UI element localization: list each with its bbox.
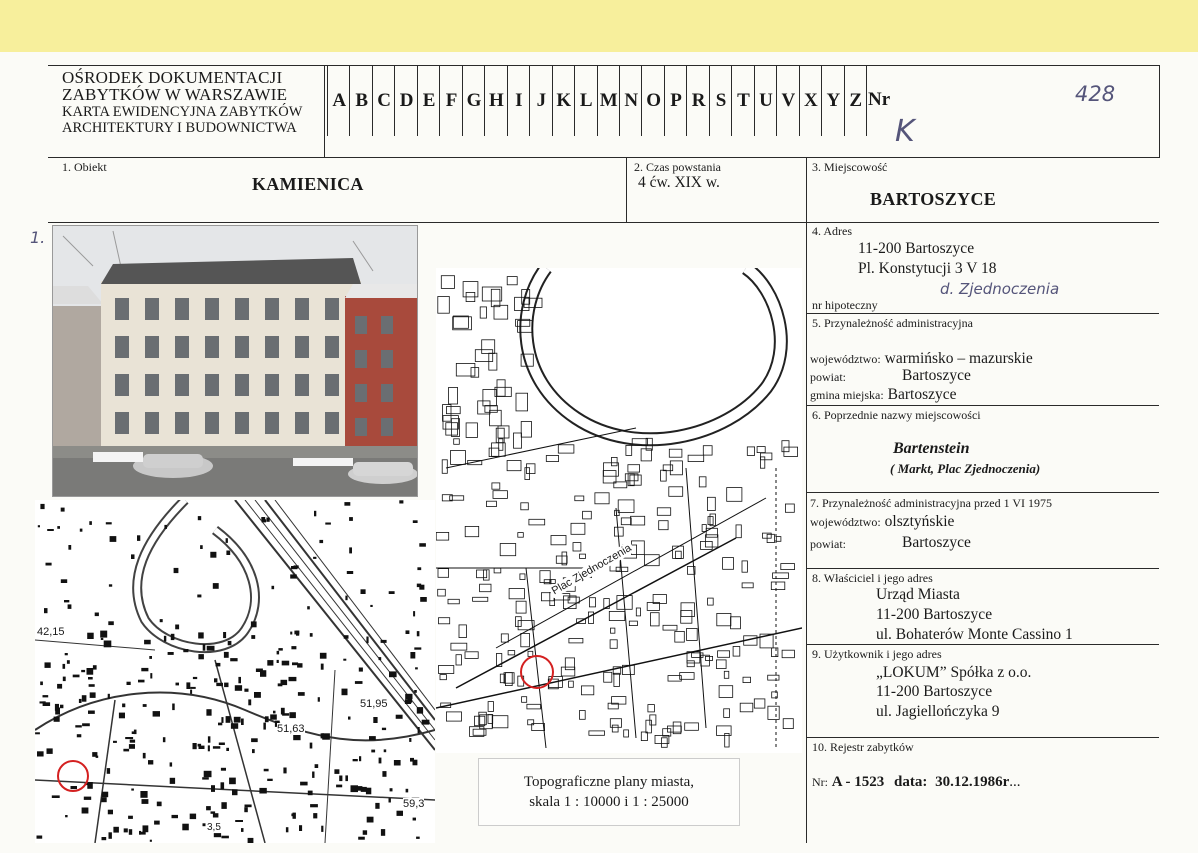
institution-line-2: ZABYTKÓW W WARSZAWIE (62, 85, 288, 104)
topographic-map-small-scale (35, 500, 435, 843)
letter-cell-k: K (552, 66, 575, 136)
photo-index: 1. (30, 228, 46, 247)
adres-line-1: 11-200 Bartoszyce (858, 240, 975, 257)
gmina-label: gmina miejska: (810, 388, 884, 402)
letter-cell-i: I (507, 66, 530, 136)
powiat1975-label: powiat: (810, 537, 846, 551)
rejestr-row (812, 774, 1021, 791)
letter-cell-l: L (574, 66, 597, 136)
admin1975-top-border (806, 492, 1159, 493)
letter-cell-u: U (754, 66, 777, 136)
wlasciciel-label: 8. Właściciel i jego adres (812, 571, 933, 585)
obiekt-label: 1. Obiekt (62, 160, 107, 174)
letter-cell-z: Z (844, 66, 867, 136)
rejestr-data-value: 30.12.1986r (935, 774, 1010, 790)
wlasciciel-line-3: ul. Bohaterów Monte Cassino 1 (876, 626, 1073, 643)
adres-handwritten-note: d. Zjednoczenia (940, 280, 1060, 298)
poprzednie-sub: ( Markt, Plac Zjednoczenia) (890, 461, 1041, 476)
elevation-label-5: 3,5 (207, 822, 221, 833)
powiat-value: Bartoszyce (902, 367, 971, 384)
uzytkownik-line-3: ul. Jagiellończyka 9 (876, 703, 1000, 720)
miejscowosc-label: 3. Miejscowość (812, 160, 888, 174)
elevation-label-3: 51,63 (277, 723, 305, 735)
letter-cell-n: N (619, 66, 642, 136)
letter-cell-y: Y (821, 66, 844, 136)
wojewodztwo-row (810, 350, 1033, 368)
letter-cell-t: T (731, 66, 754, 136)
institution-line-1: OŚRODEK DOKUMENTACJI (62, 68, 283, 87)
letter-cell-o: O (641, 66, 664, 136)
wojewodztwo-label: województwo: (810, 352, 881, 366)
adres-top-border (806, 222, 1159, 223)
wlasciciel-line-1: Urząd Miasta (876, 586, 960, 603)
uzytkownik-line-2: 11-200 Bartoszyce (876, 683, 993, 700)
letter-cell-c: C (372, 66, 395, 136)
institution-line-3: KARTA EWIDENCYJNA ZABYTKÓW (62, 104, 303, 120)
adres-line-2: Pl. Konstytucji 3 V 18 (858, 260, 997, 277)
letter-mark-handwritten: K (895, 114, 915, 149)
building-photo (52, 225, 418, 497)
header-right-border (1159, 65, 1160, 158)
powiat1975-value: Bartoszyce (902, 534, 971, 551)
map-caption (478, 758, 740, 826)
letter-cell-f: F (439, 66, 462, 136)
top-yellow-strip (0, 0, 1198, 52)
header-divider (324, 65, 325, 158)
letter-cell-a: A (327, 66, 350, 136)
wlasciciel-line-2: 11-200 Bartoszyce (876, 606, 993, 623)
nr-label: Nr (868, 89, 891, 110)
letter-cell-j: J (529, 66, 552, 136)
institution-line-4: ARCHITEKTURY I BUDOWNICTWA (62, 120, 297, 136)
gmina-row (810, 386, 957, 404)
uzytkownik-label: 9. Użytkownik i jego adres (812, 647, 942, 661)
rejestr-data-label: data: (894, 774, 928, 790)
admin1975-label: 7. Przynależność administracyjna przed 1 VI 1975 (810, 496, 1053, 510)
admin-top-border (806, 313, 1159, 314)
obiekt-czas-divider (626, 157, 627, 223)
letter-cell-e: E (417, 66, 440, 136)
letter-cell-r: R (686, 66, 709, 136)
miejscowosc-value: BARTOSZYCE (870, 189, 997, 209)
powiat-label: powiat: (810, 370, 846, 384)
caption-line-1: Topograficzne plany miasta, (523, 774, 695, 790)
elevation-label-1: 42,15 (37, 626, 65, 638)
rejestr-dots: ... (1009, 774, 1021, 790)
letter-cell-h: H (484, 66, 507, 136)
header-bottom-border (48, 157, 1159, 158)
adres-label: 4. Adres (812, 224, 852, 238)
topographic-map-large-scale (436, 268, 802, 753)
row1-bottom-border (48, 222, 808, 223)
rejestr-top-border (806, 737, 1159, 738)
elevation-label-2: 51,95 (360, 698, 388, 710)
letter-cell-s: S (709, 66, 732, 136)
main-column-divider (806, 157, 807, 843)
uzytkownik-top-border (806, 644, 1159, 645)
wlasciciel-top-border (806, 568, 1159, 569)
poprzednie-top-border (806, 405, 1159, 406)
wojewodztwo-value: warmińsko – mazurskie (884, 350, 1033, 367)
elevation-label-4: 59,3 (403, 798, 425, 810)
letter-cell-m: M (597, 66, 620, 136)
letter-cell-v: V (776, 66, 799, 136)
rejestr-nr-value: A - 1523 (831, 774, 885, 790)
letter-cell-x: X (799, 66, 822, 136)
gmina-value: Bartoszyce (887, 386, 957, 403)
letter-cell-g: G (462, 66, 485, 136)
letter-cell-nr-divider (866, 66, 867, 136)
woj1975-label: województwo: (810, 515, 881, 529)
nr-value-handwritten: 428 (1075, 82, 1116, 106)
letter-cell-d: D (394, 66, 417, 136)
caption-line-2: skala 1 : 10000 i 1 : 25000 (529, 794, 689, 810)
czas-label: 2. Czas powstania (634, 160, 721, 174)
letter-cell-p: P (664, 66, 687, 136)
czas-value: 4 ćw. XIX w. (638, 174, 720, 191)
admin-label: 5. Przynależność administracyjna (812, 316, 973, 330)
map-street-label: Plac Zjednoczenia (549, 542, 634, 598)
obiekt-value: KAMIENICA (252, 174, 364, 194)
woj1975-row (810, 513, 954, 531)
poprzednie-label: 6. Poprzednie nazwy miejscowości (812, 408, 981, 422)
letter-cell-b: B (349, 66, 372, 136)
poprzednie-value: Bartenstein (893, 440, 970, 457)
rejestr-nr-label: Nr: (812, 775, 828, 789)
woj1975-value: olsztyńskie (884, 513, 955, 530)
uzytkownik-line-1: „LOKUM” Spółka z o.o. (876, 664, 1032, 681)
hipoteczny-label: nr hipoteczny (812, 298, 878, 312)
rejestr-label: 10. Rejestr zabytków (812, 740, 914, 754)
